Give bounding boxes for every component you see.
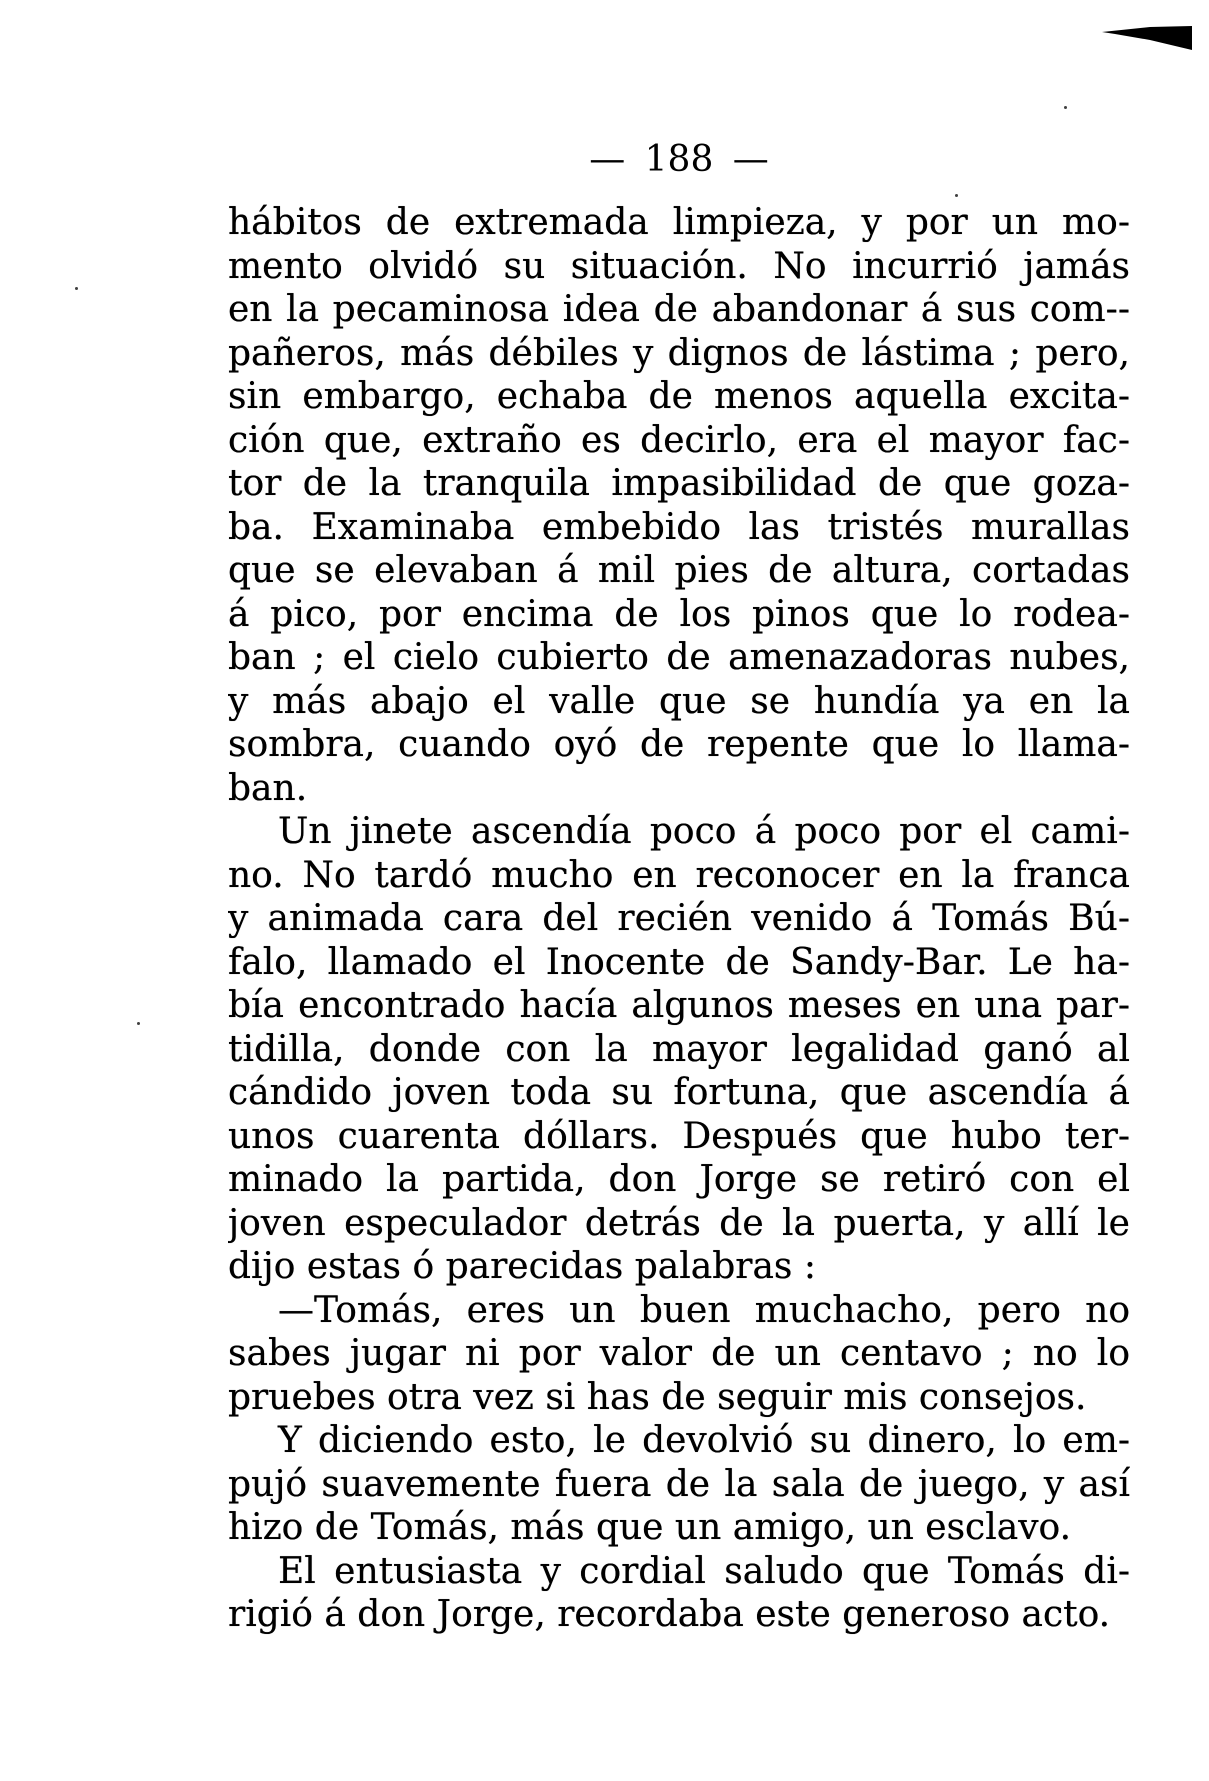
text-line: Y diciendo esto, le devolvió su dinero, lo em-	[278, 1420, 1130, 1461]
text-line: sin embargo, echaba de menos aquella excita-	[228, 376, 1130, 417]
text-line: pujó suavemente fuera de la sala de juego, y así	[228, 1463, 1130, 1505]
text-line: á pico, por encima de los pinos que lo rodea-	[228, 593, 1130, 635]
text-line: mento olvidó su situación. No incurrió jamás	[228, 245, 1130, 287]
text-block	[228, 201, 1130, 1637]
text-line: y más abajo el valle que se hundía ya en la	[228, 680, 1130, 722]
text-line: ción que, extraño es decirlo, era el mayor fac-	[228, 419, 1130, 461]
text-line: unos cuarenta dóllars. Después que hubo ter-	[228, 1115, 1130, 1157]
text-line: hábitos de extremada limpieza, y por un mo-	[228, 202, 1130, 243]
text-line: ban.	[228, 767, 308, 809]
scan-speck	[955, 194, 958, 197]
text-line: falo, llamado el Inocente de Sandy-Bar. Le ha-	[228, 941, 1130, 983]
text-line: sabes jugar ni por valor de un centavo ; no lo	[228, 1333, 1130, 1374]
text-line: rigió á don Jorge, recordaba este generoso acto.	[228, 1594, 1111, 1635]
page-number: — 188 —	[589, 139, 769, 180]
text-line: y animada cara del recién venido á Tomás Bú-	[228, 898, 1130, 939]
text-line: El entusiasta y cordial saludo que Tomás di-	[278, 1550, 1130, 1592]
scan-speck	[137, 1022, 140, 1025]
text-line: no. No tardó mucho en reconocer en la franca	[228, 854, 1130, 896]
text-line: pañeros, más débiles y dignos de lástima ; pero,	[228, 332, 1130, 374]
text-line: pruebes otra vez si has de seguir mis consejos.	[228, 1376, 1087, 1418]
text-line: tor de la tranquila impasibilidad de que goza-	[228, 463, 1130, 504]
text-line: minado la partida, don Jorge se retiró con el	[228, 1159, 1130, 1200]
scan-speck	[75, 287, 78, 290]
scan-artifact-corner	[1095, 20, 1209, 55]
text-line: ba. Examinaba embebido las tristés murallas	[228, 506, 1130, 548]
text-line: joven especulador detrás de la puerta, y allí le	[228, 1202, 1130, 1244]
text-line: hizo de Tomás, más que un amigo, un esclavo.	[228, 1507, 1072, 1548]
text-line: tidilla, donde con la mayor legalidad ganó al	[228, 1028, 1130, 1070]
text-line: cándido joven toda su fortuna, que ascendía á	[228, 1072, 1130, 1113]
text-line: bía encontrado hacía algunos meses en una par-	[228, 985, 1130, 1026]
text-line: dijo estas ó parecidas palabras :	[228, 1246, 816, 1287]
text-line: sombra, cuando oyó de repente que lo llama-	[228, 724, 1130, 765]
scan-speck	[1064, 106, 1067, 109]
text-line: que se elevaban á mil pies de altura, cortadas	[228, 550, 1130, 591]
text-line: —Tomás, eres un buen muchacho, pero no	[278, 1289, 1130, 1331]
text-line: ban ; el cielo cubierto de amenazadoras nubes,	[228, 637, 1130, 678]
text-line: en la pecaminosa idea de abandonar á sus com--	[228, 289, 1130, 330]
text-line: Un jinete ascendía poco á poco por el cami-	[278, 811, 1130, 852]
